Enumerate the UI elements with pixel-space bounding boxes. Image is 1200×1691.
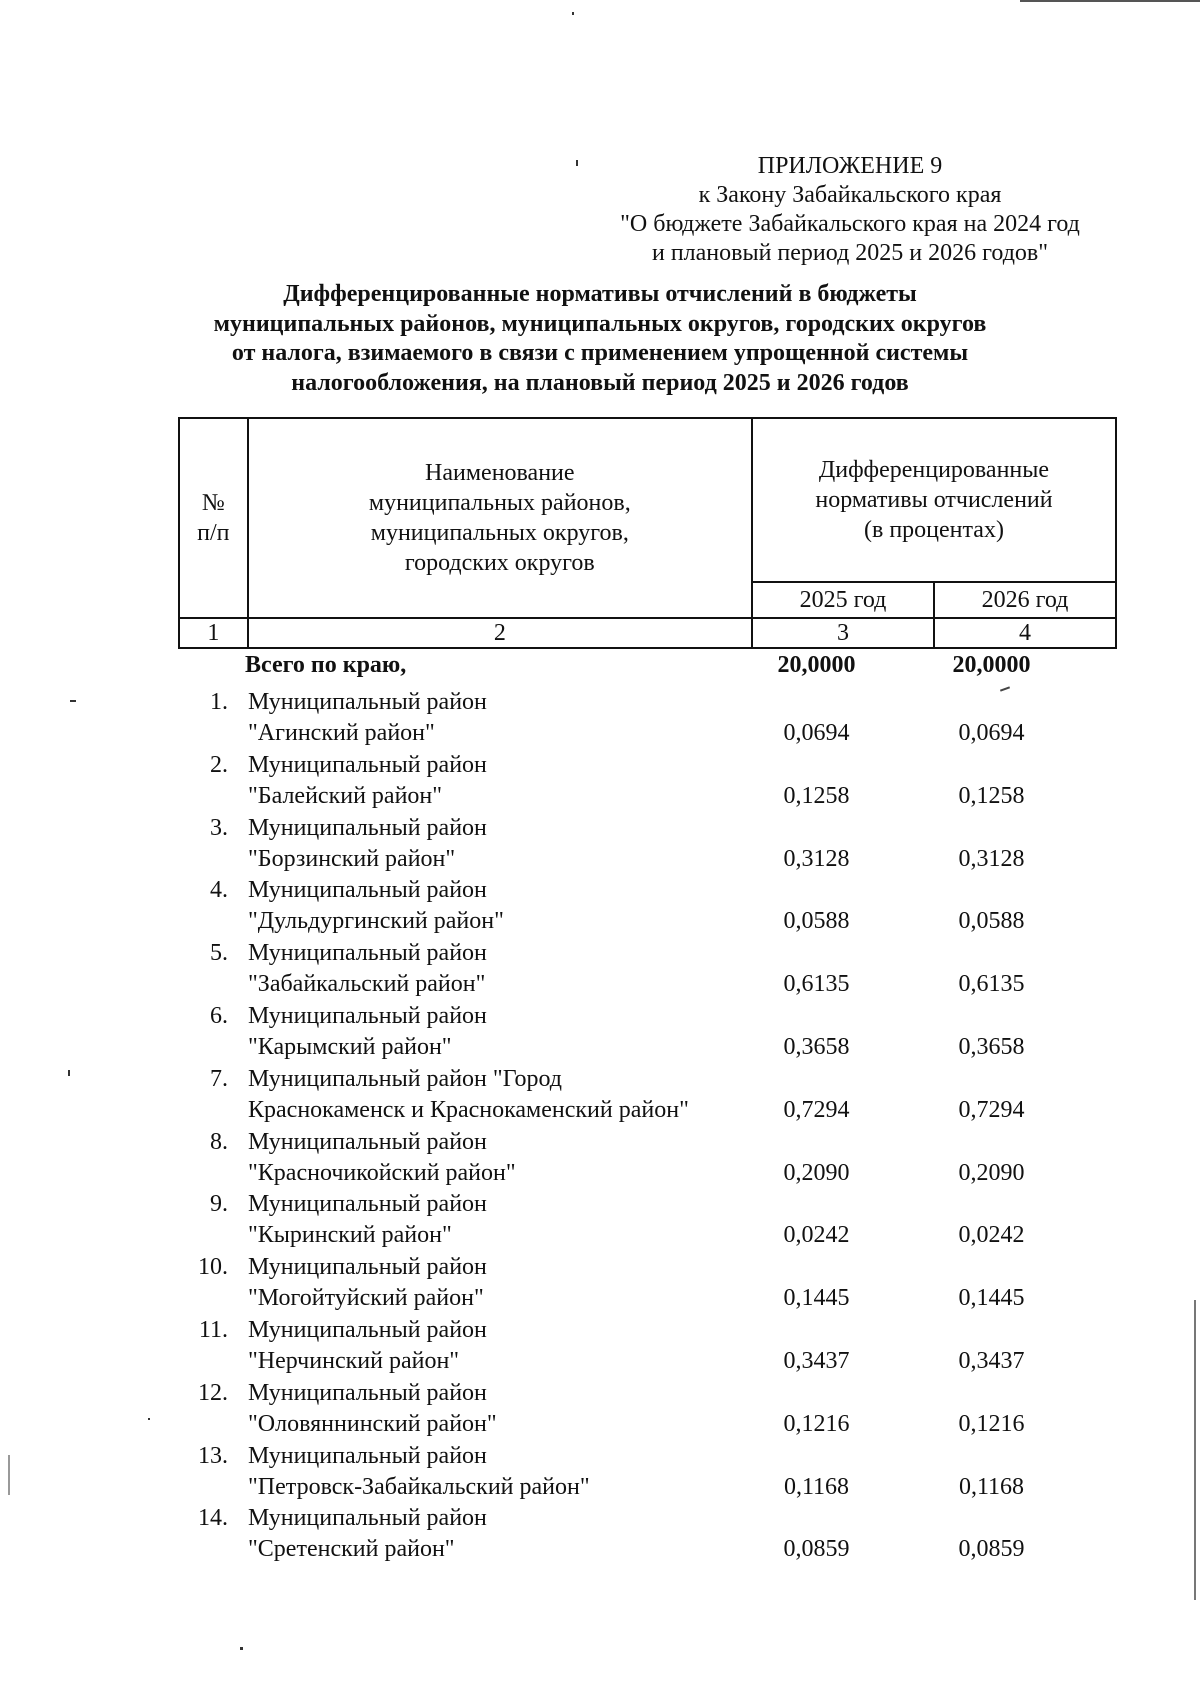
row-name: Муниципальный район "Карымский район" (248, 1002, 487, 1060)
row-name: Муниципальный район "Дульдургинский район" (248, 877, 504, 935)
row-number: 10. (198, 1254, 228, 1281)
row-value-2025: 0,3437 (783, 1347, 850, 1374)
row-value-2026: 0,0694 (958, 720, 1025, 746)
row-value-2025: 0,0859 (783, 1536, 850, 1563)
table-row (178, 1189, 1117, 1252)
row-number: 12. (198, 1379, 228, 1406)
column-number: 3 (752, 618, 934, 648)
row-number: 7. (210, 1065, 228, 1092)
header-norms-line: нормативы отчислений (815, 487, 1053, 513)
appendix-law-title-1: "О бюджете Забайкальского края на 2024 год (620, 211, 1080, 237)
header-name-line: муниципальных районов, (368, 490, 631, 516)
row-number: 5. (210, 940, 228, 967)
total-value-2025: 20,0000 (777, 652, 856, 678)
row-value-2026: 0,0588 (958, 908, 1025, 935)
row-value-2026: 0,3658 (958, 1033, 1025, 1060)
total-label: Всего по краю, (245, 652, 407, 678)
scan-speck (240, 1647, 243, 1650)
row-value-2025: 0,0694 (783, 720, 850, 746)
table-row (178, 1252, 1117, 1315)
table-row (178, 1503, 1117, 1566)
row-number: 11. (198, 1316, 228, 1343)
title-line: Дифференцированные нормативы отчислений в бюджеты (283, 281, 917, 307)
row-value-2025: 0,0242 (783, 1222, 850, 1249)
row-value-2026: 0,3437 (958, 1347, 1025, 1374)
row-value-2026: 0,1445 (958, 1285, 1025, 1312)
row-value-2026: 0,1168 (958, 1473, 1025, 1500)
row-value-2026: 0,1258 (958, 782, 1025, 809)
row-number: 3. (210, 814, 228, 841)
header-name-line: Наименование (425, 460, 575, 486)
row-value-2026: 0,3128 (958, 845, 1025, 872)
row-name: Муниципальный район "Оловяннинский район" (248, 1379, 497, 1437)
row-value-2025: 0,1445 (783, 1285, 850, 1312)
row-name: Муниципальный район "Забайкальский район" (248, 940, 487, 998)
row-number: 14. (198, 1505, 228, 1532)
table-row (178, 1001, 1117, 1064)
header-name-line: городских округов (404, 550, 595, 576)
row-name: Муниципальный район "Балейский район" (248, 751, 487, 809)
appendix-header (600, 152, 1100, 268)
row-value-2025: 0,3128 (783, 845, 850, 872)
row-value-2025: 0,0588 (783, 908, 850, 935)
row-name: Муниципальный район "Борзинский район" (248, 814, 487, 872)
row-name: Муниципальный район "Красночикойский район" (248, 1128, 516, 1186)
table-row (178, 750, 1117, 813)
title-line: муниципальных районов, муниципальных округов, городских округов (213, 310, 987, 337)
row-name: Муниципальный район "Сретенский район" (248, 1505, 487, 1563)
row-value-2026: 0,2090 (958, 1159, 1025, 1186)
column-numbers-row (178, 617, 1117, 649)
total-row (178, 650, 1117, 687)
row-name: Муниципальный район "Агинский район" (248, 689, 487, 746)
column-number: 1 (179, 618, 248, 648)
row-name: Муниципальный район "Петровск-Забайкальский район" (248, 1442, 590, 1500)
table-row (178, 875, 1117, 938)
row-number: 8. (210, 1128, 228, 1155)
scan-speck (148, 1418, 150, 1420)
row-value-2025: 0,3658 (783, 1033, 850, 1060)
table-header (178, 417, 1117, 619)
row-value-2026: 0,0859 (958, 1536, 1025, 1563)
row-number: 13. (198, 1442, 228, 1469)
scan-speck (8, 1455, 10, 1495)
row-name: Муниципальный район "Нерчинский район" (248, 1316, 487, 1374)
row-value-2025: 0,1168 (783, 1473, 850, 1500)
row-value-2026: 0,6135 (958, 971, 1025, 998)
scan-speck (572, 12, 574, 15)
title-line: от налога, взимаемого в связи с применением упрощенной системы (231, 340, 969, 366)
total-value-2026: 20,0000 (952, 652, 1031, 678)
table-row (178, 938, 1117, 1001)
table-row (178, 1064, 1117, 1127)
header-norms-line: (в процентах) (864, 517, 1004, 543)
row-number: 2. (210, 751, 228, 778)
row-value-2025: 0,2090 (783, 1159, 850, 1186)
row-value-2025: 0,1258 (783, 782, 850, 809)
column-number: 4 (934, 618, 1116, 648)
appendix-number: ПРИЛОЖЕНИЕ 9 (757, 153, 943, 179)
header-name-line: муниципальных округов, (370, 520, 629, 546)
row-name: Муниципальный район "Кыринский район" (248, 1191, 487, 1249)
header-norms-line: Дифференцированные (818, 457, 1050, 483)
row-value-2026: 0,0242 (958, 1222, 1025, 1249)
table-row (178, 1378, 1117, 1441)
row-value-2025: 0,7294 (783, 1096, 850, 1123)
row-name: Муниципальный район "Могойтуйский район" (248, 1254, 487, 1312)
table-body (178, 650, 1117, 1566)
header-year-2026: 2026 год (934, 582, 1116, 618)
table-row (178, 813, 1117, 876)
header-num-cell (179, 418, 248, 618)
header-year-2025: 2025 год (752, 582, 934, 618)
scan-speck (68, 1070, 70, 1076)
header-norms-cell (752, 418, 1116, 582)
header-name-cell (248, 418, 752, 618)
scan-speck (576, 160, 578, 166)
row-value-2026: 0,1216 (958, 1410, 1025, 1437)
row-name: Муниципальный район "Город Краснокаменск и Краснокаменский район" (248, 1065, 689, 1123)
appendix-law-ref: к Закону Забайкальского края (698, 182, 1002, 208)
table-row (178, 1127, 1117, 1190)
table-row (178, 1315, 1117, 1378)
column-number: 2 (248, 618, 752, 648)
row-number: 4. (210, 877, 228, 904)
title-line: налогообложения, на плановый период 2025 и 2026 годов (291, 369, 909, 396)
appendix-law-title-2: и плановый период 2025 и 2026 годов" (651, 240, 1049, 266)
row-value-2025: 0,1216 (783, 1410, 850, 1437)
row-number: 9. (210, 1191, 228, 1218)
scan-speck (1194, 1300, 1196, 1600)
row-value-2026: 0,7294 (958, 1096, 1025, 1123)
header-num-sign: № (201, 490, 225, 516)
row-number: 1. (210, 689, 228, 715)
row-number: 6. (210, 1002, 228, 1029)
scan-speck (70, 700, 76, 702)
table-row (178, 1441, 1117, 1504)
row-value-2025: 0,6135 (783, 971, 850, 998)
header-num-pp: п/п (197, 520, 230, 546)
document-title (150, 280, 1050, 398)
table-row (178, 687, 1117, 750)
scan-edge-line (1020, 0, 1200, 2)
